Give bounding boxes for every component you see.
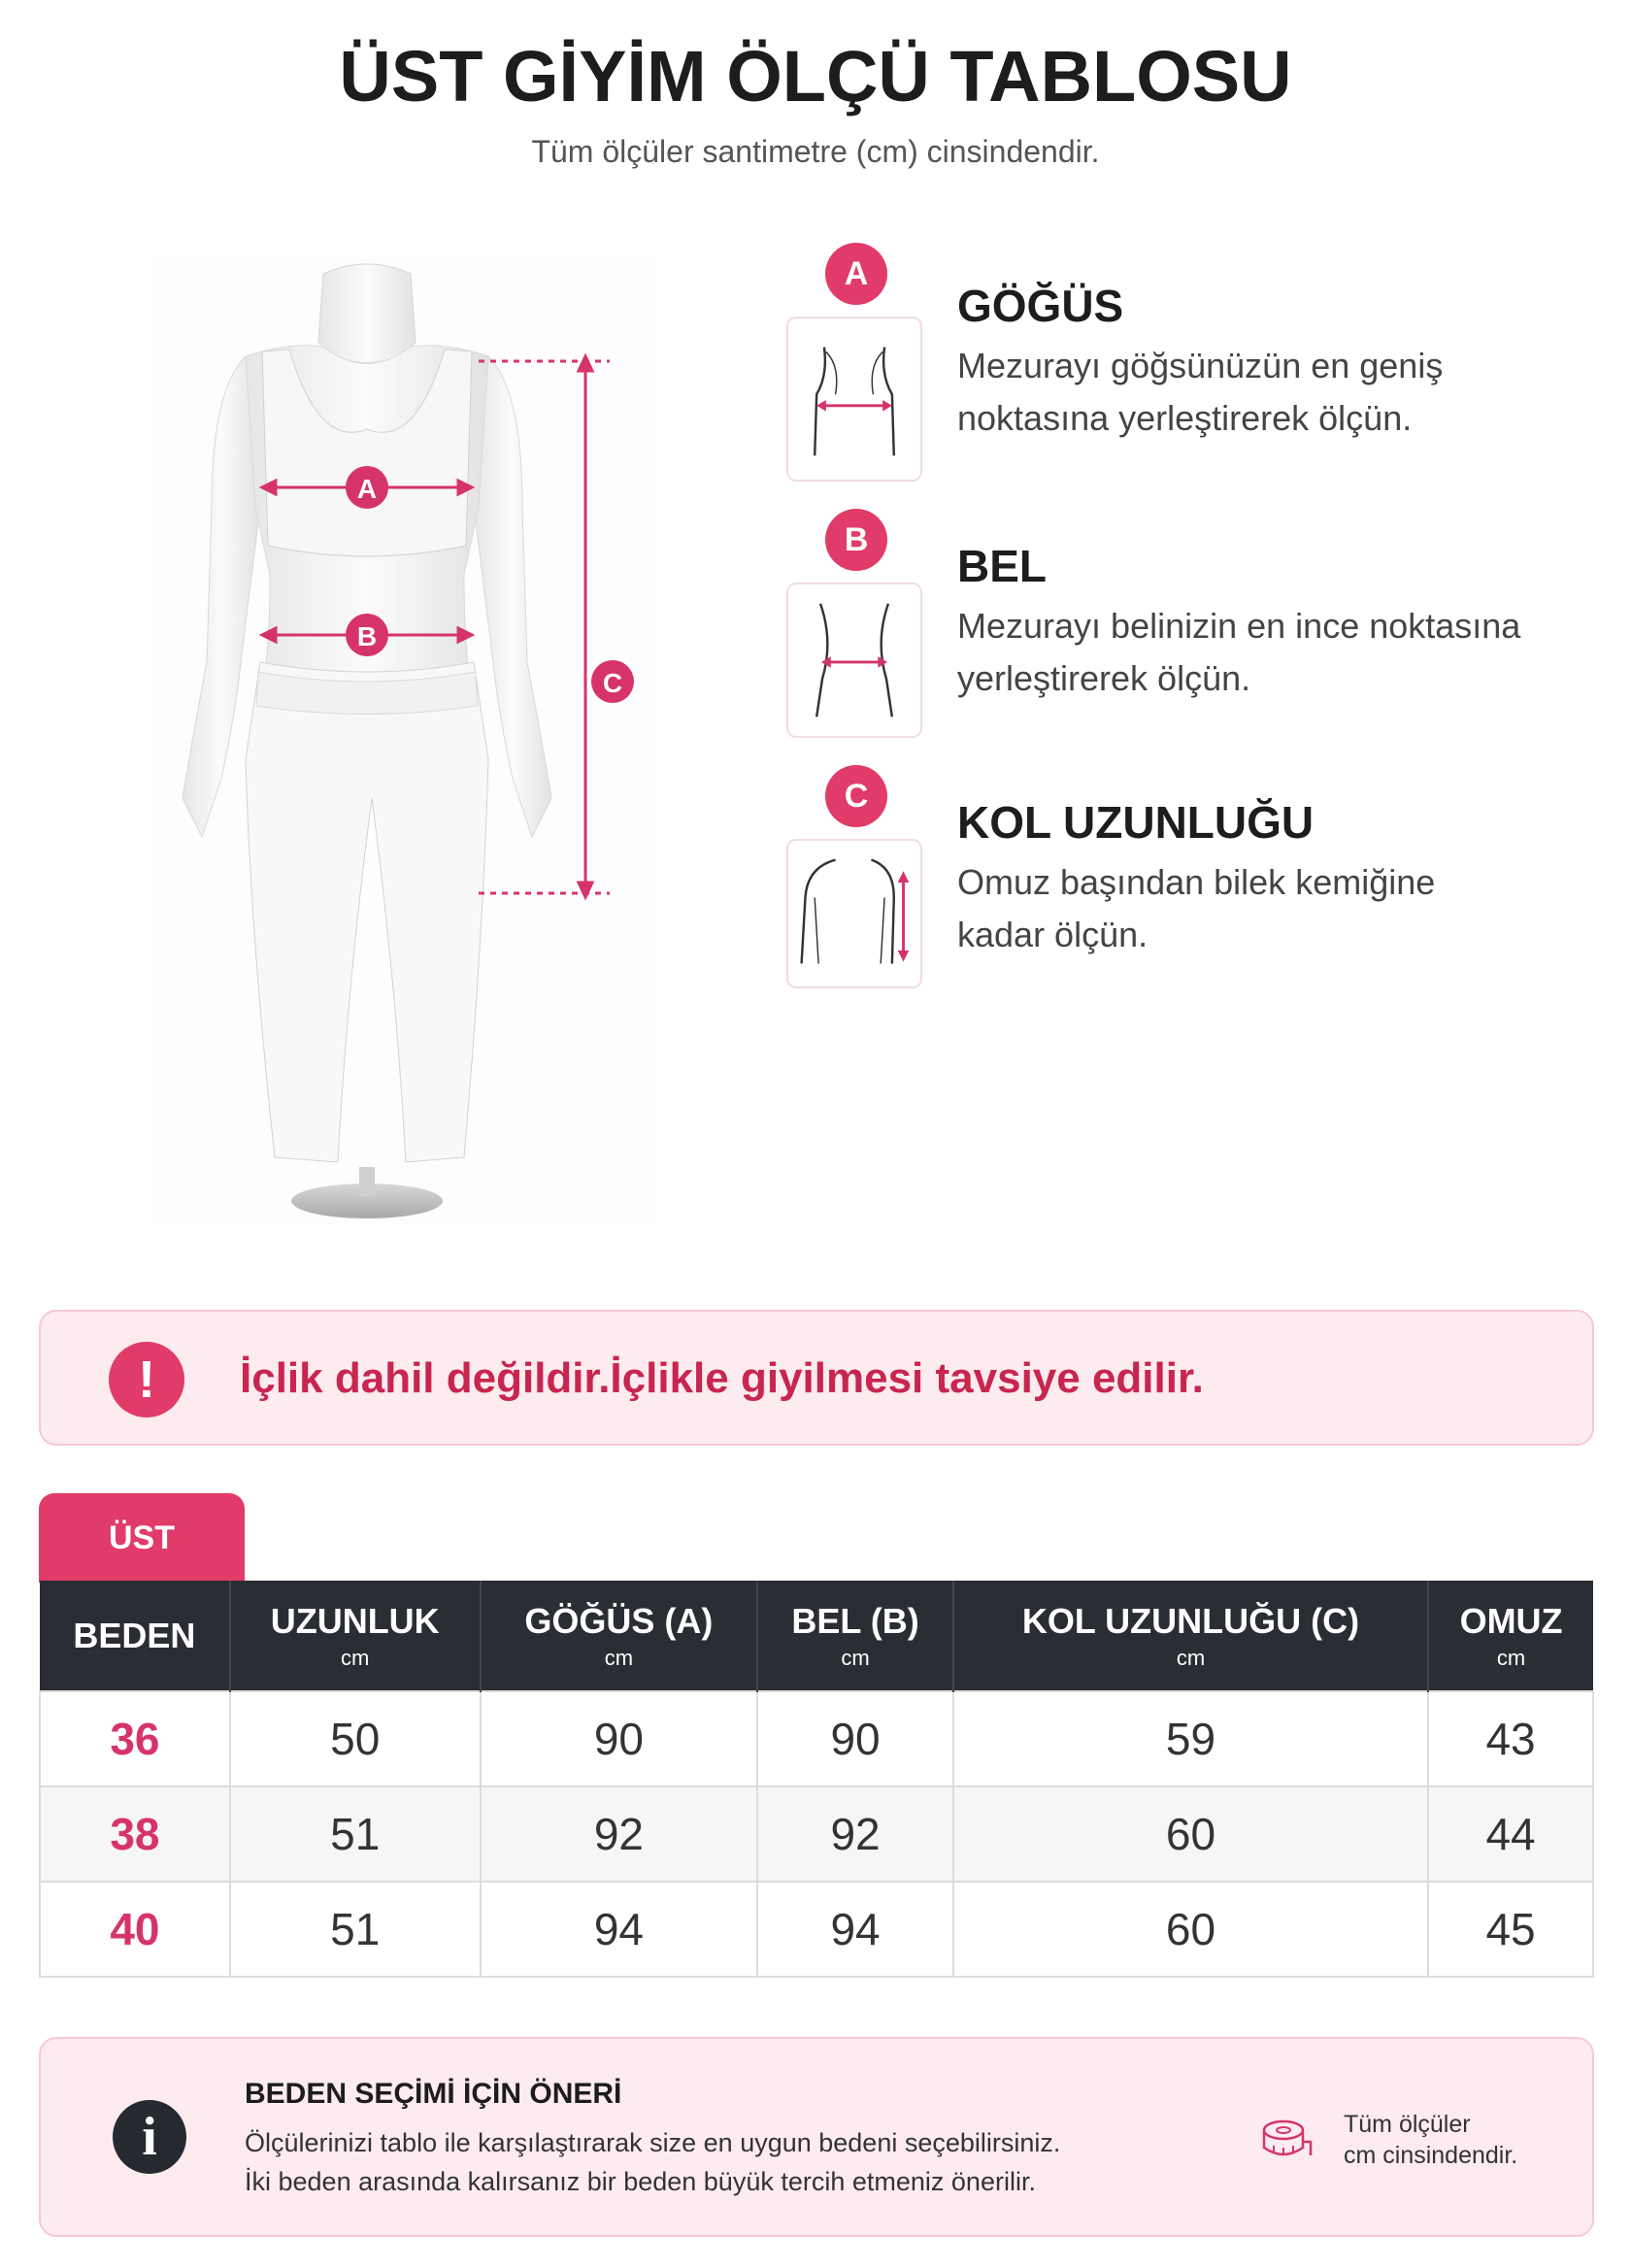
mannequin-illustration — [153, 254, 658, 1225]
measure-desc-waist-2: yerleştirerek ölçün. — [957, 658, 1251, 698]
tip-box — [39, 2037, 1594, 2237]
measure-title-waist: BEL — [957, 541, 1047, 591]
cell-kol: 59 — [953, 1691, 1428, 1786]
measure-item-waist — [786, 509, 1602, 742]
tip-side-text — [1344, 2109, 1517, 2171]
table-header-row — [40, 1581, 1593, 1691]
tip-line-1: Ölçülerinizi tablo ile karşılaştırarak size en uygun bedeni seçebilirsiniz. — [245, 2128, 1061, 2157]
notice-box — [39, 1310, 1594, 1446]
waist-measure-icon — [786, 583, 922, 738]
exclamation-icon: ! — [109, 1342, 184, 1418]
measure-desc-arm-2: kadar ölçün. — [957, 915, 1148, 954]
marker-b-label: B — [356, 621, 378, 651]
tip-side-line-2: cm cinsindendir. — [1344, 2142, 1518, 2169]
tape-measure-icon — [1260, 2113, 1313, 2165]
header-gogus: GÖĞÜS (A) cm — [481, 1581, 758, 1691]
cell-size: 40 — [40, 1882, 230, 1977]
tip-title: BEDEN SEÇİMİ İÇİN ÖNERİ — [245, 2078, 622, 2110]
page-title: ÜST GİYİM ÖLÇÜ TABLOSU — [339, 36, 1292, 117]
measure-item-chest — [786, 243, 1602, 485]
cell-size: 36 — [40, 1691, 230, 1786]
badge-a: A — [825, 243, 887, 305]
badge-b: B — [825, 509, 887, 571]
cell-kol: 60 — [953, 1786, 1428, 1882]
badge-c: C — [825, 765, 887, 827]
measure-desc-chest-2: noktasına yerleştirerek ölçün. — [957, 398, 1413, 438]
header-bel: BEL (B) cm — [757, 1581, 953, 1691]
measure-title-chest: GÖĞÜS — [957, 281, 1124, 331]
arm-measure-icon — [786, 839, 922, 988]
marker-a-label: A — [356, 474, 378, 504]
tip-side-line-1: Tüm ölçüler — [1344, 2111, 1471, 2138]
cell-uzunluk: 50 — [230, 1691, 481, 1786]
cell-omuz: 43 — [1428, 1691, 1593, 1786]
cell-omuz: 44 — [1428, 1786, 1593, 1882]
cell-bel: 94 — [757, 1882, 953, 1977]
cell-bel: 90 — [757, 1691, 953, 1786]
measure-desc-chest-1: Mezurayı göğsünüzün en geniş — [957, 346, 1444, 385]
measure-desc-waist-1: Mezurayı belinizin en ince noktasına — [957, 606, 1521, 646]
cell-uzunluk: 51 — [230, 1786, 481, 1882]
header-beden: BEDEN — [40, 1581, 230, 1691]
header-omuz: OMUZ cm — [1428, 1581, 1593, 1691]
measure-item-arm — [786, 765, 1602, 998]
measure-desc-arm-1: Omuz başından bilek kemiğine — [957, 862, 1436, 902]
tip-line-2: İki beden arasında kalırsanız bir beden büyük tercih etmeniz önerilir. — [245, 2167, 1036, 2196]
cell-omuz: 45 — [1428, 1882, 1593, 1977]
table-row — [40, 1786, 1593, 1882]
notice-text: İçlik dahil değildir.İçlikle giyilmesi tavsiye edilir. — [240, 1354, 1204, 1402]
cell-gogus: 92 — [481, 1786, 758, 1882]
size-table — [39, 1581, 1594, 1978]
tab-ust[interactable]: ÜST — [39, 1493, 245, 1583]
cell-kol: 60 — [953, 1882, 1428, 1977]
header-kol-uzunlugu: KOL UZUNLUĞU (C) cm — [953, 1581, 1428, 1691]
table-row — [40, 1882, 1593, 1977]
cell-gogus: 90 — [481, 1691, 758, 1786]
info-icon: i — [113, 2100, 186, 2174]
chest-measure-icon — [786, 317, 922, 482]
cell-gogus: 94 — [481, 1882, 758, 1977]
marker-c-label: C — [602, 668, 623, 698]
cell-size: 38 — [40, 1786, 230, 1882]
cell-bel: 92 — [757, 1786, 953, 1882]
table-row — [40, 1691, 1593, 1786]
page-subtitle: Tüm ölçüler santimetre (cm) cinsindendir. — [531, 134, 1100, 169]
cell-uzunluk: 51 — [230, 1882, 481, 1977]
measure-title-arm: KOL UZUNLUĞU — [957, 797, 1315, 848]
header-uzunluk: UZUNLUK cm — [230, 1581, 481, 1691]
